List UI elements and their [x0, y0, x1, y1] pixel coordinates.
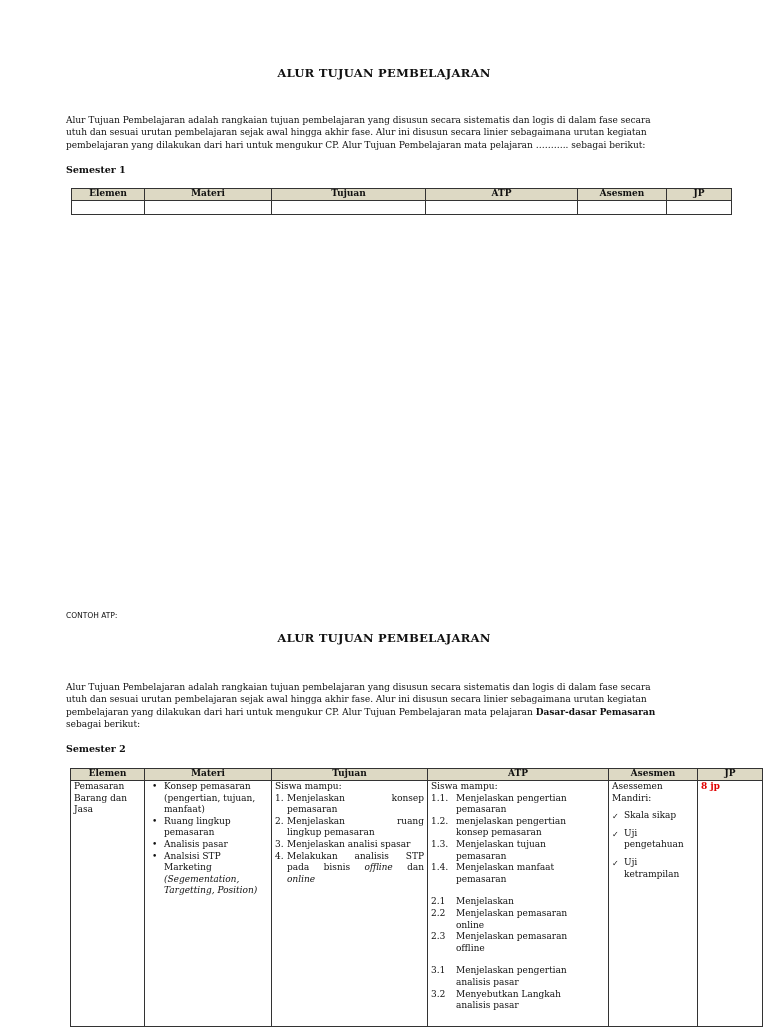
header-atp: ATP: [426, 189, 578, 201]
list-item: • Ruang lingkup pemasaran: [164, 817, 268, 840]
example-label: CONTOH ATP:: [66, 611, 118, 620]
cell-jp: [698, 781, 763, 1027]
checkmark-icon: ✓: [612, 812, 619, 822]
header-atp: ATP: [428, 769, 609, 781]
list-item: ✓ Uji ketrampilan: [612, 857, 680, 880]
header-tujuan: Tujuan: [272, 189, 426, 201]
table-row: [72, 201, 732, 215]
list-item: 2.3 Menjelaskan pemasaran offline: [431, 932, 568, 954]
list-item: 1. Menjelaskan konsep pemasaran: [275, 793, 424, 816]
para-line: pembelajaran yang dilakukan dari hari untuk mengukur CP. Alur Tujuan Pembelajaran mata pelajaran ……….. sebagai berikut:: [66, 140, 646, 151]
table-cell: [667, 201, 732, 215]
para-text: pembelajaran yang dilakukan dari hari untuk mengukur CP. Alur Tujuan Pembelajaran mata pelajaran: [66, 707, 536, 718]
cell-tujuan: [272, 781, 428, 1027]
header-jp: JP: [698, 769, 763, 781]
atp-intro: Siswa mampu:: [431, 782, 498, 792]
list-item: • Konsep pemasaran (pengertian, tujuan, manfaat): [164, 782, 268, 817]
jp-value: 8 jp: [701, 782, 720, 792]
intro-paragraph: [66, 682, 702, 732]
semester-label: Semester 2: [66, 744, 126, 755]
list-item: 1.4. Menjelaskan manfaat pemasaran: [431, 863, 555, 885]
list-item: 4. Melakukan analisis STP pada bisnis offline dan online: [275, 851, 424, 885]
header-materi: Materi: [145, 189, 272, 201]
materi-list: [148, 782, 268, 898]
list-item: 1.2. menjelaskan pengertian konsep pemasaran: [431, 816, 567, 839]
para-line: utuh dan sesuai urutan pembelajaran sejak awal hingga akhir fase. Alur ini disusun secara linier sebagaimana urutan kegiatan: [66, 695, 647, 706]
semester-label: Semester 1: [66, 165, 126, 176]
list-item: 3.2 Menyebutkan Langkah analisis pasar: [431, 989, 561, 1012]
para-line: [66, 707, 702, 719]
para-line: Alur Tujuan Pembelajaran adalah rangkaian tujuan pembelajaran yang disusun secara sistematis dan logis di dalam fase secara: [66, 116, 651, 126]
list-item: 1.3. Menjelaskan tujuan pemasaran: [431, 839, 546, 862]
para-line: utuh dan sesuai urutan pembelajaran sejak awal hingga akhir fase. Alur ini disusun secara linier sebagaimana urutan kegiatan: [66, 128, 647, 139]
atp-table-example: [70, 768, 763, 1027]
list-item: [164, 852, 268, 898]
subject-name: Dasar-dasar Pemasaran: [535, 707, 656, 718]
header-elemen: Elemen: [71, 769, 145, 781]
asesmen-intro: Asessemen Mandiri:: [612, 782, 663, 804]
cell-asesmen: [609, 781, 698, 1027]
list-item: ✓ Uji pengetahuan: [612, 828, 684, 851]
asesmen-list: [612, 811, 694, 881]
cell-atp: [428, 781, 609, 1027]
elemen-text: Pemasaran Barang dan Jasa: [74, 782, 127, 816]
tujuan-list: [275, 794, 424, 887]
table-cell: [72, 201, 145, 215]
list-item: • Analisis pasar: [164, 840, 268, 852]
table-cell: [145, 201, 272, 215]
checkmark-icon: ✓: [612, 858, 619, 868]
list-item: 3.1 Menjelaskan pengertian analisis pasar: [431, 966, 567, 988]
header-elemen: Elemen: [72, 189, 145, 201]
page-title: ALUR TUJUAN PEMBELAJARAN: [277, 66, 491, 80]
list-item-note: (Segementation, Targetting, Position): [164, 874, 258, 897]
header-asesmen: Asesmen: [578, 189, 667, 201]
cell-materi: [145, 781, 272, 1027]
header-asesmen: Asesmen: [609, 769, 698, 781]
header-materi: Materi: [145, 769, 272, 781]
list-item: 2.2 Menjelaskan pemasaran online: [431, 908, 568, 931]
header-jp: JP: [667, 189, 732, 201]
list-item: 3. Menjelaskan analisi spasar: [275, 839, 411, 850]
cell-elemen: [71, 781, 145, 1027]
list-item: 1.1. Menjelaskan pengertian pemasaran: [431, 793, 567, 816]
list-item-text: Analsisi STP Marketing: [164, 851, 221, 874]
intro-paragraph: [66, 115, 702, 152]
table-row: [71, 781, 763, 1027]
para-line: sebagai berikut:: [66, 720, 141, 731]
checkmark-icon: ✓: [612, 829, 619, 839]
para-line: Alur Tujuan Pembelajaran adalah rangkaian tujuan pembelajaran yang disusun secara sistematis dan logis di dalam fase secara: [66, 683, 651, 693]
table-cell: [426, 201, 578, 215]
table-cell: [578, 201, 667, 215]
tujuan-intro: Siswa mampu:: [275, 782, 342, 792]
header-tujuan: Tujuan: [272, 769, 428, 781]
list-item: ✓ Skala sikap: [612, 811, 677, 822]
list-item: 2.1 Menjelaskan: [431, 897, 514, 908]
list-item: 2. Menjelaskan ruang lingkup pemasaran: [275, 816, 424, 839]
table-cell: [272, 201, 426, 215]
atp-table-empty: [71, 188, 732, 215]
page-title: ALUR TUJUAN PEMBELAJARAN: [277, 631, 491, 645]
